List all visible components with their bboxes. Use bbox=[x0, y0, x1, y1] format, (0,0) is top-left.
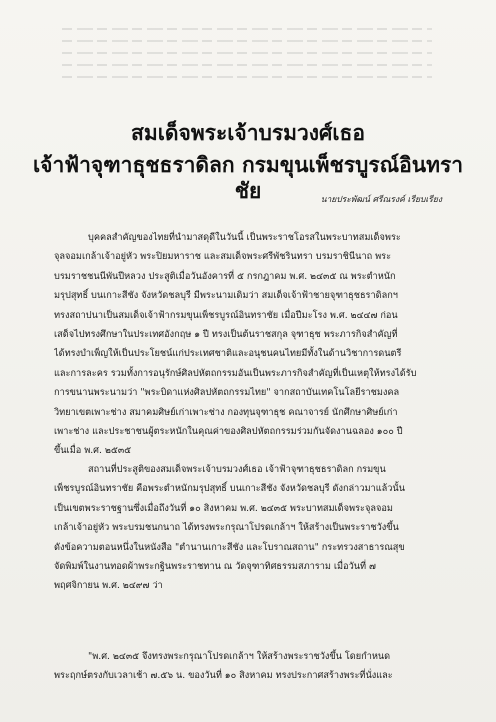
text-line: ดังข้อความตอนหนึ่งในหนังสือ "ตำนานเกาะสีชัง และโบราณสถาน" กระทรวงสาธารณสุข bbox=[54, 541, 405, 553]
text-line: ทรงสถาปนาเป็นสมเด็จเจ้าฟ้ากรมขุนเพ็ชรบูรณ์อินทราชัย เมื่อปีมะโรง พ.ศ. ๒๔๔๗ ก่อน bbox=[54, 309, 398, 321]
text-line: จุลจอมเกล้าเจ้าอยู่หัว พระปิยมหาราช และสมเด็จพระศรีพัชรินทรา บรมราชินีนาถ พระ bbox=[54, 251, 392, 263]
title-line-2: เจ้าฟ้าจุฑาธุชธราดิลก กรมขุนเพ็ชรบูรณ์อินทราชัย bbox=[32, 152, 464, 203]
text-line: บุคคลสำคัญของไทยที่นำมาสดุดีในวันนี้ เป็นพระราชโอรสในพระบาทสมเด็จพระ bbox=[88, 232, 401, 243]
bleed-through-text bbox=[62, 18, 432, 110]
text-line: พฤศจิกายน พ.ศ. ๒๔๙๗ ว่า bbox=[54, 580, 163, 592]
paragraph-2 bbox=[54, 460, 442, 596]
text-line: เพาะช่าง และประชาชนผู้ตระหนักในคุณค่าของศิลปหัตถกรรมร่วมกันจัดงานฉลอง ๑๐๐ ปี bbox=[54, 426, 403, 438]
text-line: มรุปสุทธิ์ บนเกาะสีชัง จังหวัดชลบุรี มีพระนามเดิมว่า สมเด็จเจ้าฟ้าชายจุฑาธุชธราดิลกฯ bbox=[54, 290, 398, 302]
bleed-through-line bbox=[62, 76, 432, 78]
text-line: จัดพิมพ์ในงานทอดผ้าพระกฐินพระราชทาน ณ วัดจุฑาทิศธรรมสภาราม เมื่อวันที่ ๗ bbox=[54, 561, 376, 573]
text-line: เป็นเขตพระราชฐานซึ่งเมื่อถึงวันที่ ๑๐ สิงหาคม พ.ศ. ๒๔๓๕ พระบาทสมเด็จพระจุลจอม bbox=[54, 502, 393, 514]
bleed-through-line bbox=[62, 40, 432, 42]
text-line: พระฤกษ์ตรงกับเวลาเช้า ๗.๕๖ น. ของวันที่ ๑๐ สิงหาคม ทรงประกาศสร้างพระที่นั่งและ bbox=[54, 670, 393, 682]
text-line: เสด็จไปทรงศึกษาในประเทศอังกฤษ ๑ ปี ทรงเป็นต้นราชสกุล จุฑาธุช พระภารกิจสำคัญที่ bbox=[54, 329, 398, 341]
text-line: "พ.ศ. ๒๔๓๕ จึงทรงพระกรุณาโปรดเกล้าฯ ให้สร้างพระราชวังขึ้น โดยกำหนด bbox=[88, 651, 391, 662]
text-line: เกล้าเจ้าอยู่หัว พระบรมชนกนาถ ได้ทรงพระกรุณาโปรดเกล้าฯ ให้สร้างเป็นพระราชวังขึ้น bbox=[54, 522, 399, 534]
paragraph-1 bbox=[54, 228, 442, 461]
text-line: สถานที่ประสูติของสมเด็จพระเจ้าบรมวงศ์เธอ เจ้าฟ้าจุฑาธุชธราดิลก กรมขุน bbox=[88, 464, 386, 475]
text-line: การขนานพระนามว่า "พระบิดาแห่งศิลปหัตถกรรมไทย" จากสถาบันเทคโนโลยีราชมงคล bbox=[54, 387, 400, 399]
bleed-through-line bbox=[62, 52, 432, 54]
paragraph-3 bbox=[54, 647, 442, 686]
bleed-through-line bbox=[62, 64, 432, 66]
bleed-through-line bbox=[62, 28, 432, 30]
author-byline: นายประพัฒน์ ศรีณรงค์ เรียบเรียง bbox=[320, 195, 442, 205]
text-line: บรมราชชนนีพันปีหลวง ประสูติเมื่อวันอังคารที่ ๕ กรกฎาคม พ.ศ. ๒๔๓๕ ณ พระตำหนัก bbox=[54, 270, 396, 282]
text-line: และการละคร รวมทั้งการอนุรักษ์ศิลปหัตถกรรมอันเป็นพระภารกิจสำคัญที่เป็นเหตุให้ทรงได้รับ bbox=[54, 367, 417, 379]
text-line: เพ็ชรบูรณ์อินทราชัย คือพระตำหนักมรุปสุทธิ์ บนเกาะสีชัง จังหวัดชลบุรี ดังกล่าวมาแล้วนั้น bbox=[54, 483, 405, 495]
text-line: ขึ้นเมื่อ พ.ศ. ๒๕๓๕ bbox=[54, 445, 132, 457]
text-line: ได้ทรงบำเพ็ญให้เป็นประโยชน์แก่ประเทศชาติและอนุชนคนไทยมีทั้งในด้านวิชาการดนตรี bbox=[54, 348, 402, 360]
title-line-1: สมเด็จพระเจ้าบรมวงศ์เธอ bbox=[131, 120, 365, 145]
text-line: วิทยาเขตเพาะช่าง สมาคมศิษย์เก่าเพาะช่าง กองทุนจุฑาธุช คณาจารย์ นักศึกษาศิษย์เก่า bbox=[54, 406, 398, 418]
